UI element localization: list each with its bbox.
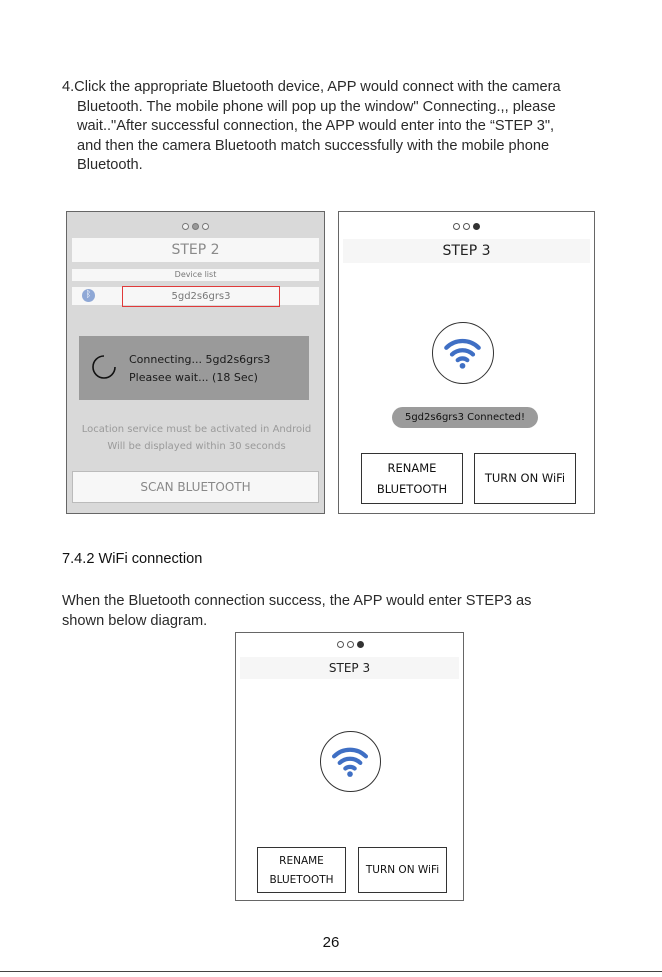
intro-line: Bluetooth. (77, 157, 143, 174)
intro-line: wait.."After successful connection, the APP would enter into the “STEP 3", (77, 118, 555, 135)
intro-line: and then the camera Bluetooth match successfully with the mobile phone (77, 137, 550, 154)
intro-line: 4.Click the appropriate Bluetooth device, APP would connect with the camera (62, 79, 561, 95)
rename-bluetooth-button[interactable] (361, 453, 463, 504)
location-note: Location service must be activated in Android (81, 424, 312, 435)
button-label: BLUETOOTH (376, 482, 448, 496)
page-dot (337, 641, 344, 648)
page-indicator (182, 223, 209, 230)
section-paragraph (62, 592, 622, 631)
step-title: STEP 2 (72, 238, 319, 262)
intro-paragraph (62, 78, 622, 176)
bluetooth-icon: ᛒ (82, 289, 95, 302)
rename-bluetooth-button[interactable] (257, 847, 346, 893)
step-title: STEP 3 (240, 657, 459, 679)
page-indicator (337, 641, 364, 648)
device-name[interactable]: 5gd2s6grs3 (122, 286, 280, 307)
page-dot-active (192, 223, 199, 230)
wifi-icon (433, 323, 492, 382)
turn-on-wifi-button[interactable]: TURN ON WiFi (358, 847, 447, 893)
section-line: When the Bluetooth connection success, the APP would enter STEP3 as (62, 593, 532, 609)
section-line: shown below diagram. (62, 612, 208, 629)
button-label: RENAME (279, 855, 324, 867)
page-dot-active (473, 223, 480, 230)
page-indicator (453, 223, 480, 230)
wait-text: Pleasee wait... (18 Sec) (129, 371, 258, 384)
button-label: BLUETOOTH (269, 874, 334, 886)
device-list-label: Device list (72, 269, 319, 281)
wifi-icon (432, 322, 494, 384)
step-title: STEP 3 (343, 239, 590, 263)
connected-badge: 5gd2s6grs3 Connected! (392, 407, 538, 428)
scan-bluetooth-button[interactable]: SCAN BLUETOOTH (72, 471, 319, 503)
page-dot-active (357, 641, 364, 648)
page-dot (463, 223, 470, 230)
page-dot (347, 641, 354, 648)
location-note: Will be displayed within 30 seconds (107, 441, 286, 452)
step3-screenshot (235, 632, 464, 901)
button-label: RENAME (387, 461, 437, 475)
device-list-item[interactable] (72, 287, 319, 305)
wifi-icon (320, 731, 381, 792)
spinner-icon (91, 354, 117, 380)
wifi-icon (321, 732, 379, 790)
section-heading: 7.4.2 WiFi connection (62, 551, 203, 567)
connecting-popup (79, 336, 309, 400)
step2-screenshot (66, 211, 325, 514)
footer-divider (0, 971, 662, 972)
page-dot (202, 223, 209, 230)
page-dot (453, 223, 460, 230)
turn-on-wifi-button[interactable]: TURN ON WiFi (474, 453, 576, 504)
page-dot (182, 223, 189, 230)
connecting-text: Connecting... 5gd2s6grs3 (129, 353, 271, 366)
page-number: 26 (322, 934, 340, 951)
intro-line: Bluetooth. The mobile phone will pop up the window" Connecting.,, please (77, 98, 556, 115)
step3-connected-screenshot (338, 211, 595, 514)
